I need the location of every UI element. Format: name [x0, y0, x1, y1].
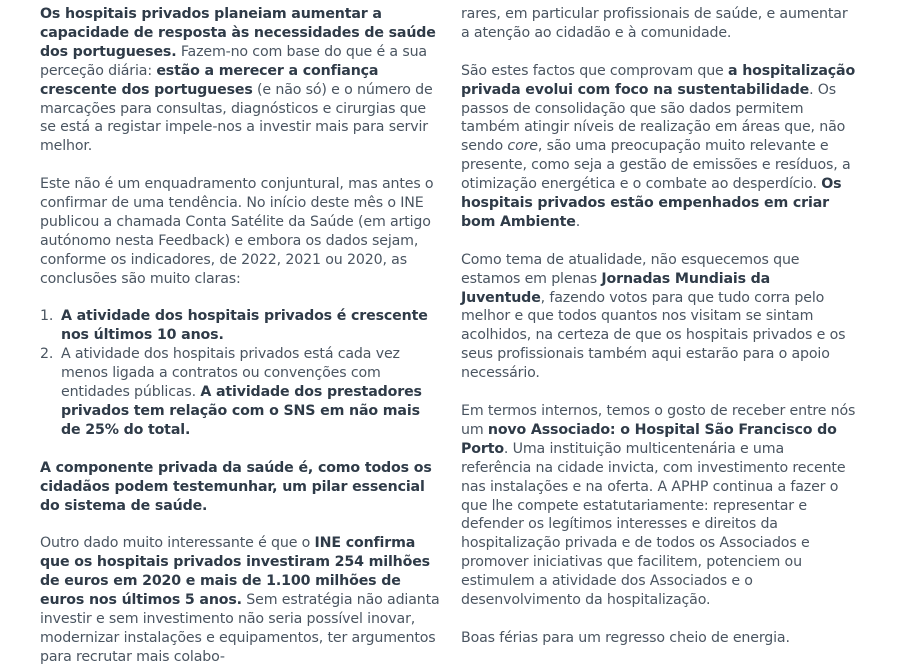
- paragraph-sustainability: [461, 62, 857, 232]
- italic-text: core: [507, 138, 538, 155]
- bold-text: Jornadas Mundiais da Juventude: [461, 270, 771, 306]
- body-text: (e não só) e o número de marcações para consultas, diagnósticos e cirurgias que se está a registar impele-nos a investir mais para servir melhor.: [40, 81, 433, 155]
- body-text: . Uma instituição multicentenária e uma referência na cidade invicta, com investimento recente nas instalações e na oferta. A APHP continua a fazer o que lhe compete estatutariamente: representar e defender os legítimos interesses e direitos da hospitalização privada e de todos os Associados e promover iniciativas que facilitem, potenciem ou estimulem a atividade dos Associados e o desenvolvimento da hospitalização.: [461, 440, 846, 609]
- paragraph-continuation: rares, em particular profissionais de saúde, e aumentar a atenção ao cidadão e à comunidade.: [461, 6, 848, 41]
- bold-text: INE confirma que os hospitais privados investiram 254 milhões de euros em 2020 e mais de 1.100 milhões de euros nos últimos 5 anos.: [40, 535, 430, 609]
- body-text: Fazem-no com base do que é a sua perceção diária:: [40, 43, 427, 79]
- paragraph-youth-days: [461, 251, 857, 383]
- body-text: , fazendo votos para que tudo corra pelo melhor e que todos quantos nos visitam se sintam acolhidos, na certeza de que os hospitais privados e os seus profissionais também aqui estarão para o apoio necessário.: [461, 289, 846, 382]
- bold-text: Os hospitais privados planeiam aumentar a capacidade de resposta às necessidades de saúde dos portugueses.: [40, 6, 436, 60]
- body-text: , são uma preocupação muito relevante e presente, como seja a gestão de emissões e resíduos, a otimização energética e o combate ao desperdício.: [461, 138, 851, 193]
- paragraph-new-associate: [461, 402, 857, 610]
- bold-text: A atividade dos prestadores privados tem relação com o SNS em não mais de 25% do total.: [61, 384, 422, 438]
- list-number: 1.: [40, 308, 54, 325]
- body-text: Sem estratégia não adianta investir e sem investimento não seria possível inovar, modernizar instalações e equipamentos, ter argumentos para recrutar mais colabo-: [40, 592, 440, 665]
- body-text: Outro dado muito interessante é que o: [40, 535, 315, 552]
- right-column: [461, 5, 857, 648]
- body-text: . Os passos de consolidação que são dados permitem também atingir níveis de realização em áreas que, não sendo: [461, 81, 846, 155]
- bold-text: A componente privada da saúde é, como todos os cidadãos podem testemunhar, um pilar essencial do sistema de saúde.: [40, 459, 432, 514]
- body-text: Como tema de atualidade, não esquecemos que estamos em plenas: [461, 251, 800, 287]
- list-number: 2.: [40, 346, 54, 363]
- left-column: [40, 5, 440, 667]
- paragraph-closing: Boas férias para um regresso cheio de energia.: [461, 629, 790, 646]
- paragraph-pillar: [40, 459, 440, 516]
- bold-text: a hospitalização privada evolui com foco na sustentabilidade: [461, 62, 856, 98]
- body-text: .: [575, 213, 581, 230]
- body-text: Em termos internos, temos o gosto de receber entre nós um: [461, 402, 856, 438]
- bold-text: A atividade dos hospitais privados é crescente nos últimos 10 anos.: [61, 308, 428, 344]
- bold-text: novo Associado: o Hospital São Francisco do Porto: [461, 421, 837, 457]
- list-item: [40, 345, 440, 440]
- body-text: São estes factos que comprovam que: [461, 62, 728, 79]
- paragraph-intro: [40, 5, 440, 156]
- bold-text: Os hospitais privados estão empenhados em criar bom Ambiente: [461, 176, 842, 230]
- list-item: [40, 307, 440, 345]
- body-text: A atividade dos hospitais privados está cada vez menos ligada a contratos ou convenções com entidades públicas.: [61, 346, 400, 401]
- bold-text: estão a merecer a confiança crescente dos portugueses: [40, 62, 379, 98]
- paragraph-investment: [40, 534, 440, 666]
- paragraph-ine: Este não é um enquadramento conjuntural, mas antes o confirmar de uma tendência. No início deste mês o INE publicou a chamada Conta Satélite da Saúde (em artigo autónomo nesta Feedback) e embora os dados sejam, conforme os indicadores, de 2022, 2021 ou 2020, as conclusões são muito claras:: [40, 176, 434, 287]
